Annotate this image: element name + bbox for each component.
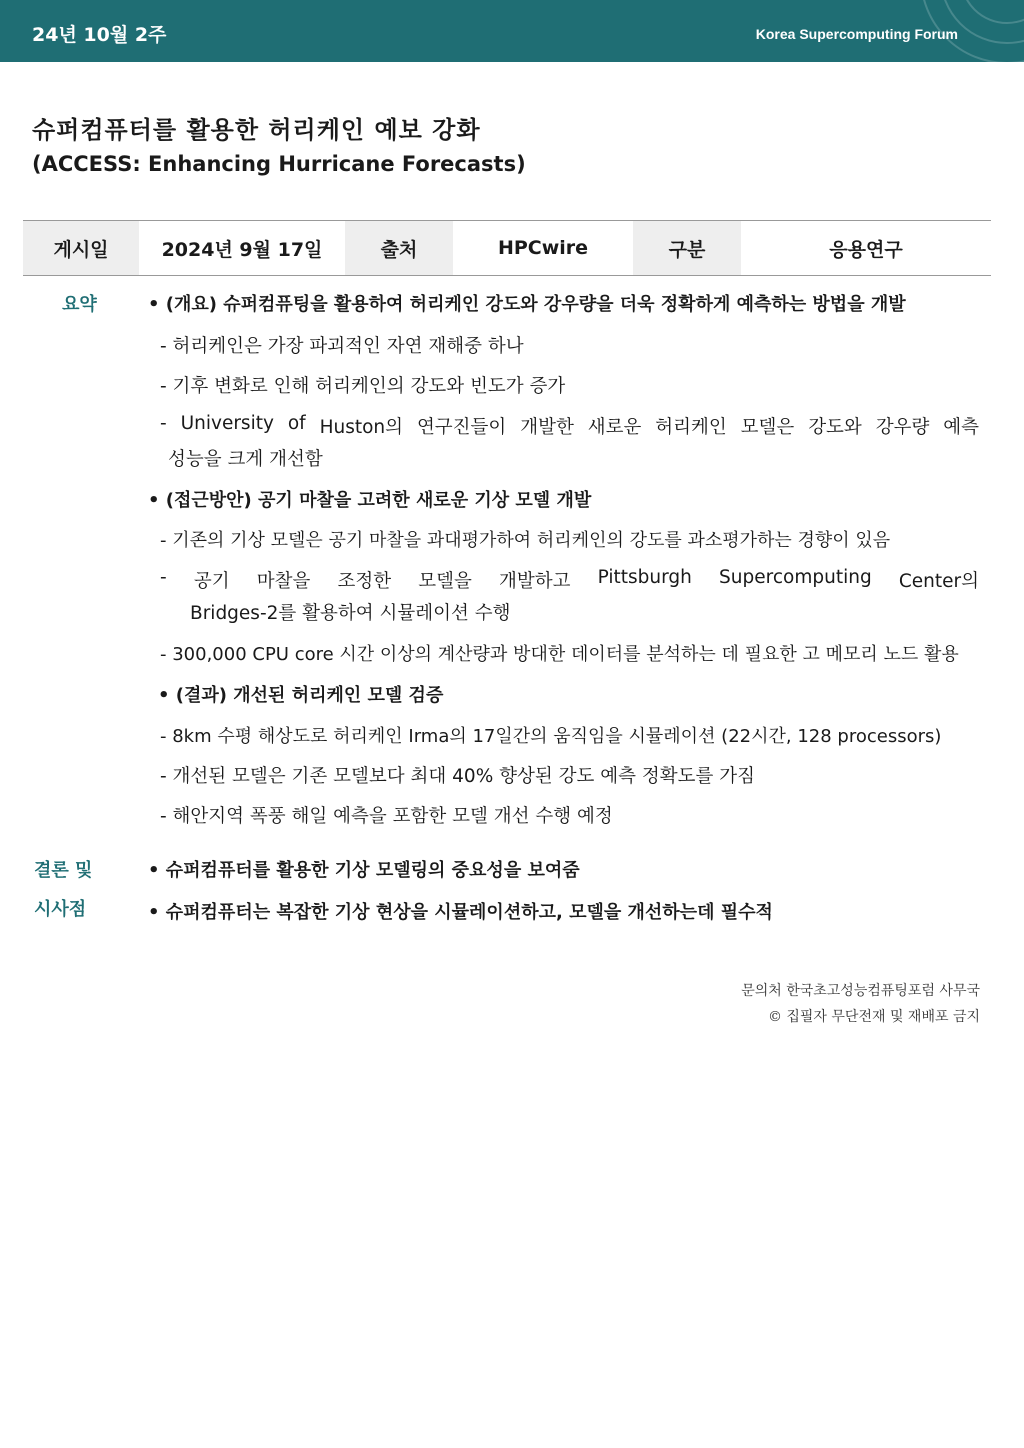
copyright-note: © 집필자 무단전재 및 재배포 금지: [767, 1009, 980, 1025]
approach-item: [160, 567, 979, 593]
justified-word: 개발한: [520, 417, 574, 438]
approach-item: - 300,000 CPU core 시간 이상의 계산량과 방대한 데이터를 분석하는 데 필요한 고 메모리 노드 활용: [160, 644, 959, 665]
justified-word: Supercomputing: [719, 567, 872, 588]
justified-word: 연구진들이: [416, 417, 507, 438]
summary-label: 요약: [62, 294, 97, 315]
justified-word: 조정한: [337, 571, 392, 592]
issue-week: 24년 10월 2주: [32, 24, 167, 46]
overview-item: - 허리케인은 가장 파괴적인 자연 재해중 하나: [160, 336, 524, 357]
justified-word: 허리케인: [655, 417, 727, 438]
approach-heading: • (접근방안) 공기 마찰을 고려한 새로운 기상 모델 개발: [148, 490, 592, 511]
date-value: 2024년 9월 17일: [161, 238, 323, 261]
approach-item: - 기존의 기상 모델은 공기 마찰을 과대평가하여 허리케인의 강도를 과소평가하는 경향이 있음: [160, 530, 891, 551]
contact-note: 문의처 한국초고성능컴퓨팅포럼 사무국: [741, 983, 980, 999]
justified-word: 모델을: [418, 571, 472, 592]
conclusion-item: • 슈퍼컴퓨터를 활용한 기상 모델링의 중요성을 보여줌: [148, 860, 580, 881]
overview-heading: • (개요) 슈퍼컴퓨팅을 활용하여 허리케인 강도와 강우량을 더욱 정확하게 예측하는 방법을 개발: [148, 294, 906, 315]
category-label: 구분: [633, 221, 741, 275]
justified-word: of: [287, 413, 306, 434]
conclusion-item: • 슈퍼컴퓨터는 복잡한 기상 현상을 시뮬레이션하고, 모델을 개선하는데 필수적: [148, 902, 773, 923]
overview-item-continuation: 성능을 크게 개선함: [168, 449, 323, 470]
category-value: 응용연구: [829, 238, 903, 261]
meta-table: [23, 220, 991, 276]
article-title: 슈퍼컴퓨터를 활용한 허리케인 예보 강화: [32, 116, 481, 144]
justified-word: 개발하고: [499, 571, 571, 592]
result-item: - 개선된 모델은 기존 모델보다 최대 40% 향상된 강도 예측 정확도를 가짐: [160, 766, 756, 787]
justified-word: University: [180, 413, 274, 434]
justified-word: -: [160, 567, 167, 588]
overview-item: [160, 413, 979, 439]
result-heading: • (결과) 개선된 허리케인 모델 검증: [158, 685, 444, 706]
justified-word: 예측: [943, 417, 979, 438]
date-label: 게시일: [23, 221, 139, 275]
result-item: - 해안지역 폭풍 해일 예측을 포함한 모델 개선 수행 예정: [160, 806, 613, 827]
article-subtitle: (ACCESS: Enhancing Hurricane Forecasts): [32, 152, 526, 176]
forum-name: Korea Supercomputing Forum: [755, 26, 958, 42]
justified-word: -: [160, 413, 167, 434]
result-item: - 8km 수평 해상도로 허리케인 Irma의 17일간의 움직임을 시뮬레이션 (22시간, 128 processors): [160, 726, 942, 747]
justified-word: Huston의: [319, 417, 404, 438]
source-value: HPCwire: [497, 237, 589, 259]
overview-item: - 기후 변화로 인해 허리케인의 강도와 빈도가 증가: [160, 376, 566, 397]
justified-word: 마찰을: [256, 571, 311, 592]
conclusion-label: 결론 및: [34, 860, 93, 881]
justified-word: 강우량: [875, 417, 930, 438]
approach-item-continuation: Bridges-2를 활용하여 시뮬레이션 수행: [190, 603, 511, 624]
justified-word: 모델은: [740, 417, 795, 438]
justified-word: 새로운: [587, 417, 642, 438]
header-bar: [0, 0, 1024, 62]
source-label: 출처: [345, 221, 453, 275]
justified-word: Pittsburgh: [597, 567, 692, 588]
justified-word: Center의: [898, 571, 979, 592]
justified-word: 강도와: [808, 417, 862, 438]
justified-word: 공기: [193, 571, 230, 592]
conclusion-label: 시사점: [34, 899, 87, 920]
